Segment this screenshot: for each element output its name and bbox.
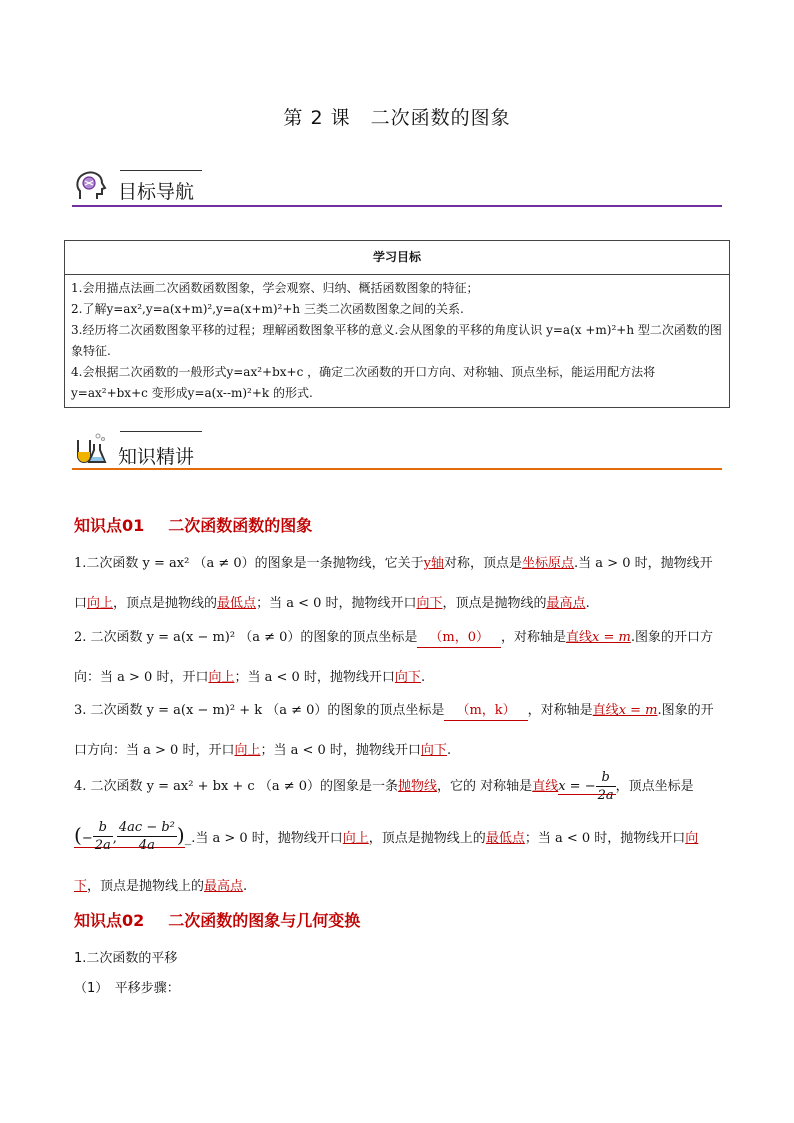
goal-item: 3.经历将二次函数图象平移的过程；理解函数图象平移的意义.会从图象的平移的角度认识 y=a(x +m)²+h 型二次函数的图象特征. [71,323,722,358]
answer-blank: 直线 [592,703,619,718]
fraction [596,769,616,804]
answer-blank: y轴 [423,556,445,571]
text: ，顶点是抛物线的 [442,596,547,611]
answer-blank: 向下 [420,743,447,758]
answer-blank: 向上 [342,831,369,846]
text: .图象的开口方向：当 a > 0 时，开口 [74,703,714,758]
section-header-goals [72,165,722,210]
section-heading: 目标导航 [118,181,195,203]
knowledge-point-title [74,513,312,536]
text: ，对称轴是 [501,630,567,645]
text: _.当 a > 0 时，抛物线开口 [184,831,343,846]
text: ，对称轴是 [527,703,593,718]
answer-blank: 向下 [74,831,699,894]
text: 1.二次函数 y = ax² （a ≠ 0）的图象是一条抛物线，它关于 [74,556,424,571]
goal-item: 1.会用描点法画二次函数函数图象，学会观察、归纳、概括函数图象的特征； [71,281,479,295]
text: .图象的开口方向：当 a > 0 时，开口 [74,630,714,685]
fraction [117,819,177,854]
text: . [243,879,248,894]
paragraph-1 [74,544,724,624]
header-top-line [120,431,202,432]
kp-label: 知识点01 [74,516,145,535]
answer-blank: 最低点 [217,596,257,611]
goals-list [65,275,730,408]
text: . [420,670,426,685]
text: .当 a > 0 时，抛物线开口 [74,556,713,611]
text: 对称，顶点是 [444,556,523,571]
answer-blank: 最低点 [485,831,525,846]
header-top-line [120,170,202,171]
answer-blank: 最高点 [204,879,244,894]
goals-header: 学习目标 [65,241,730,275]
flask-icon [72,430,108,466]
text: ；当 a < 0 时，抛物线开口 [260,743,421,758]
answer-blank: 向上 [234,743,261,758]
text: ；当 a < 0 时，抛物线开口 [256,596,417,611]
subheading: （1） 平移步骤： [74,981,180,996]
vertex-formula: (− $\frac{b}{2a}$ , $\frac{\text{4ac − b²}}{4a}$ ) [74,820,185,853]
paragraph-2 [74,618,724,698]
text: . [446,743,452,758]
numerator: 4ac − b² [118,820,175,835]
answer-blank: 向下 [416,596,443,611]
section-rule [72,468,722,470]
text: ，顶点是抛物线的 [113,596,218,611]
goal-item: 4.会根据二次函数的一般形式y=ax²+bx+c ，确定二次函数的开口方向、对称轴、顶点坐标，能运用配方法将y=ax²+bx+c 变形成y=a(x--m)²+k 的形式. [71,365,656,400]
section-heading: 知识精讲 [118,446,195,468]
brain-head-icon [72,169,108,205]
answer-blank: （m，k） [444,702,527,721]
numerator: b [596,769,616,787]
text: ；当 a < 0 时，抛物线开口 [524,831,686,846]
answer-blank: 最高点 [546,596,586,611]
text: ，顶点是抛物线上的 [87,879,205,894]
answer-blank: 坐标原点 [522,556,575,571]
text: ，顶点是抛物线上的 [368,831,486,846]
subheading: 1.二次函数的平移 [74,951,178,966]
text: 4. 二次函数 y = ax² + bx + c （a ≠ 0）的图象是一条 [74,779,399,794]
kp-label: 知识点02 [74,911,145,930]
text: . [585,596,590,611]
fraction [93,819,113,854]
paragraph-3 [74,691,724,771]
kp-heading: 二次函数函数的图象 [168,516,313,535]
paragraph-4 [74,763,724,911]
learning-goals-table [64,240,730,408]
answer-blank: 向下 [394,670,421,685]
numerator: b [93,819,113,837]
answer-blank: 直线 [566,630,593,645]
answer-blank: x = m [618,703,658,718]
denominator: 2a [94,838,111,853]
section-header-knowledge [72,428,722,473]
text: 2. 二次函数 y = a(x − m)² （a ≠ 0）的图象的顶点坐标是 [74,630,418,645]
answer-blank: 直线 [532,779,559,794]
section-rule [72,205,722,207]
answer-blank: x = m [592,630,631,645]
text: ；当 a < 0 时，抛物线开口 [234,670,395,685]
text: ，顶点坐标是 [615,779,694,794]
answer-blank: （m，0） [417,629,501,648]
text: x = − [558,779,596,794]
denominator: 4a [138,838,155,853]
goal-item: 2.了解y=ax²,y=a(x+m)²,y=a(x+m)²+h 三类二次函数图象之间的关系. [71,302,464,316]
page-title: 第 2 课 二次函数的图象 [283,107,511,129]
answer-blank: 向上 [87,596,114,611]
answer-blank: 向上 [208,670,235,685]
answer-blank: 抛物线 [398,779,438,794]
denominator: 2a [597,788,614,803]
kp-heading: 二次函数的图象与几何变换 [168,911,361,930]
axis-formula [558,770,615,803]
text: 3. 二次函数 y = a(x − m)² + k （a ≠ 0）的图象的顶点坐标是 [74,703,445,718]
knowledge-point-title [74,908,360,931]
text: ，它的 对称轴是 [437,779,533,794]
